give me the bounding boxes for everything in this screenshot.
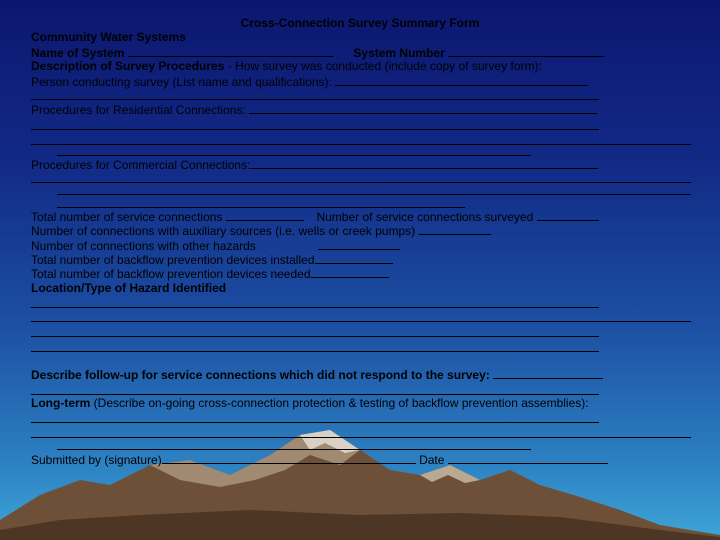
blank-line[interactable] bbox=[31, 307, 599, 308]
residential-field[interactable] bbox=[249, 102, 597, 114]
followup-field[interactable] bbox=[493, 367, 603, 379]
form-heading: Community Water Systems bbox=[31, 30, 186, 44]
other-hazards-field[interactable] bbox=[318, 238, 400, 250]
system-number-label: System Number bbox=[353, 46, 445, 60]
connections-surveyed-label: Number of service connections surveyed bbox=[316, 210, 534, 224]
system-number-field[interactable] bbox=[448, 45, 604, 57]
longterm-row bbox=[31, 396, 589, 410]
description-text: - How survey was conducted (include copy of survey form): bbox=[224, 59, 542, 73]
person-conducting-label: Person conducting survey (List name and qualifications): bbox=[31, 75, 332, 89]
name-of-system-label: Name of System bbox=[31, 46, 125, 60]
installed-label: Total number of backflow prevention devices installed bbox=[31, 253, 315, 267]
longterm-text: (Describe on-going cross-connection protection & testing of backflow prevention assemblies): bbox=[90, 396, 589, 410]
blank-line[interactable] bbox=[57, 207, 465, 208]
installed-field[interactable] bbox=[315, 252, 393, 264]
followup-row bbox=[31, 367, 603, 382]
description-row bbox=[31, 59, 542, 73]
blank-line[interactable] bbox=[31, 394, 599, 395]
blank-line[interactable] bbox=[31, 129, 599, 130]
submitted-label: Submitted by (signature) bbox=[31, 453, 162, 467]
description-label: Description of Survey Procedures bbox=[31, 59, 225, 73]
person-conducting-field[interactable] bbox=[335, 74, 588, 86]
date-label: Date bbox=[419, 453, 445, 467]
commercial-label: Procedures for Commercial Connections: bbox=[31, 158, 251, 172]
residential-label: Procedures for Residential Connections: bbox=[31, 103, 246, 117]
person-row bbox=[31, 74, 588, 89]
needed-row bbox=[31, 266, 389, 281]
blank-line[interactable] bbox=[31, 182, 691, 183]
date-field[interactable] bbox=[448, 452, 608, 464]
other-hazards-label: Number of connections with other hazards bbox=[31, 239, 256, 253]
location-hazard-heading: Location/Type of Hazard Identified bbox=[31, 281, 227, 295]
signature-field[interactable] bbox=[162, 452, 416, 464]
auxiliary-row bbox=[31, 223, 491, 238]
blank-line[interactable] bbox=[31, 99, 599, 100]
blank-line[interactable] bbox=[31, 422, 599, 423]
blank-line[interactable] bbox=[57, 194, 691, 195]
submitted-row bbox=[31, 452, 608, 467]
mountain-range-image bbox=[0, 425, 720, 540]
total-connections-row bbox=[31, 209, 599, 224]
name-of-system-field[interactable] bbox=[128, 45, 333, 57]
followup-label: Describe follow-up for service connections which did not respond to the survey: bbox=[31, 368, 490, 382]
commercial-row bbox=[31, 157, 598, 172]
blank-line[interactable] bbox=[31, 336, 599, 337]
needed-field[interactable] bbox=[311, 266, 389, 278]
blank-line[interactable] bbox=[57, 155, 531, 156]
commercial-field[interactable] bbox=[250, 157, 598, 169]
auxiliary-label: Number of connections with auxiliary sources (i.e. wells or creek pumps) bbox=[31, 224, 416, 238]
installed-row bbox=[31, 252, 393, 267]
connections-surveyed-field[interactable] bbox=[537, 209, 599, 221]
system-row bbox=[31, 45, 604, 60]
total-connections-field[interactable] bbox=[226, 209, 304, 221]
auxiliary-field[interactable] bbox=[419, 223, 491, 235]
blank-line[interactable] bbox=[31, 351, 599, 352]
residential-row bbox=[31, 102, 597, 117]
other-hazards-row bbox=[31, 238, 400, 253]
needed-label: Total number of backflow prevention devices needed bbox=[31, 267, 311, 281]
blank-line[interactable] bbox=[31, 144, 691, 145]
blank-line[interactable] bbox=[31, 437, 691, 438]
blank-line[interactable] bbox=[31, 321, 691, 322]
form-title: Cross-Connection Survey Summary Form bbox=[240, 16, 480, 30]
total-connections-label: Total number of service connections bbox=[31, 210, 223, 224]
longterm-label: Long-term bbox=[31, 396, 91, 410]
blank-line[interactable] bbox=[57, 449, 531, 450]
